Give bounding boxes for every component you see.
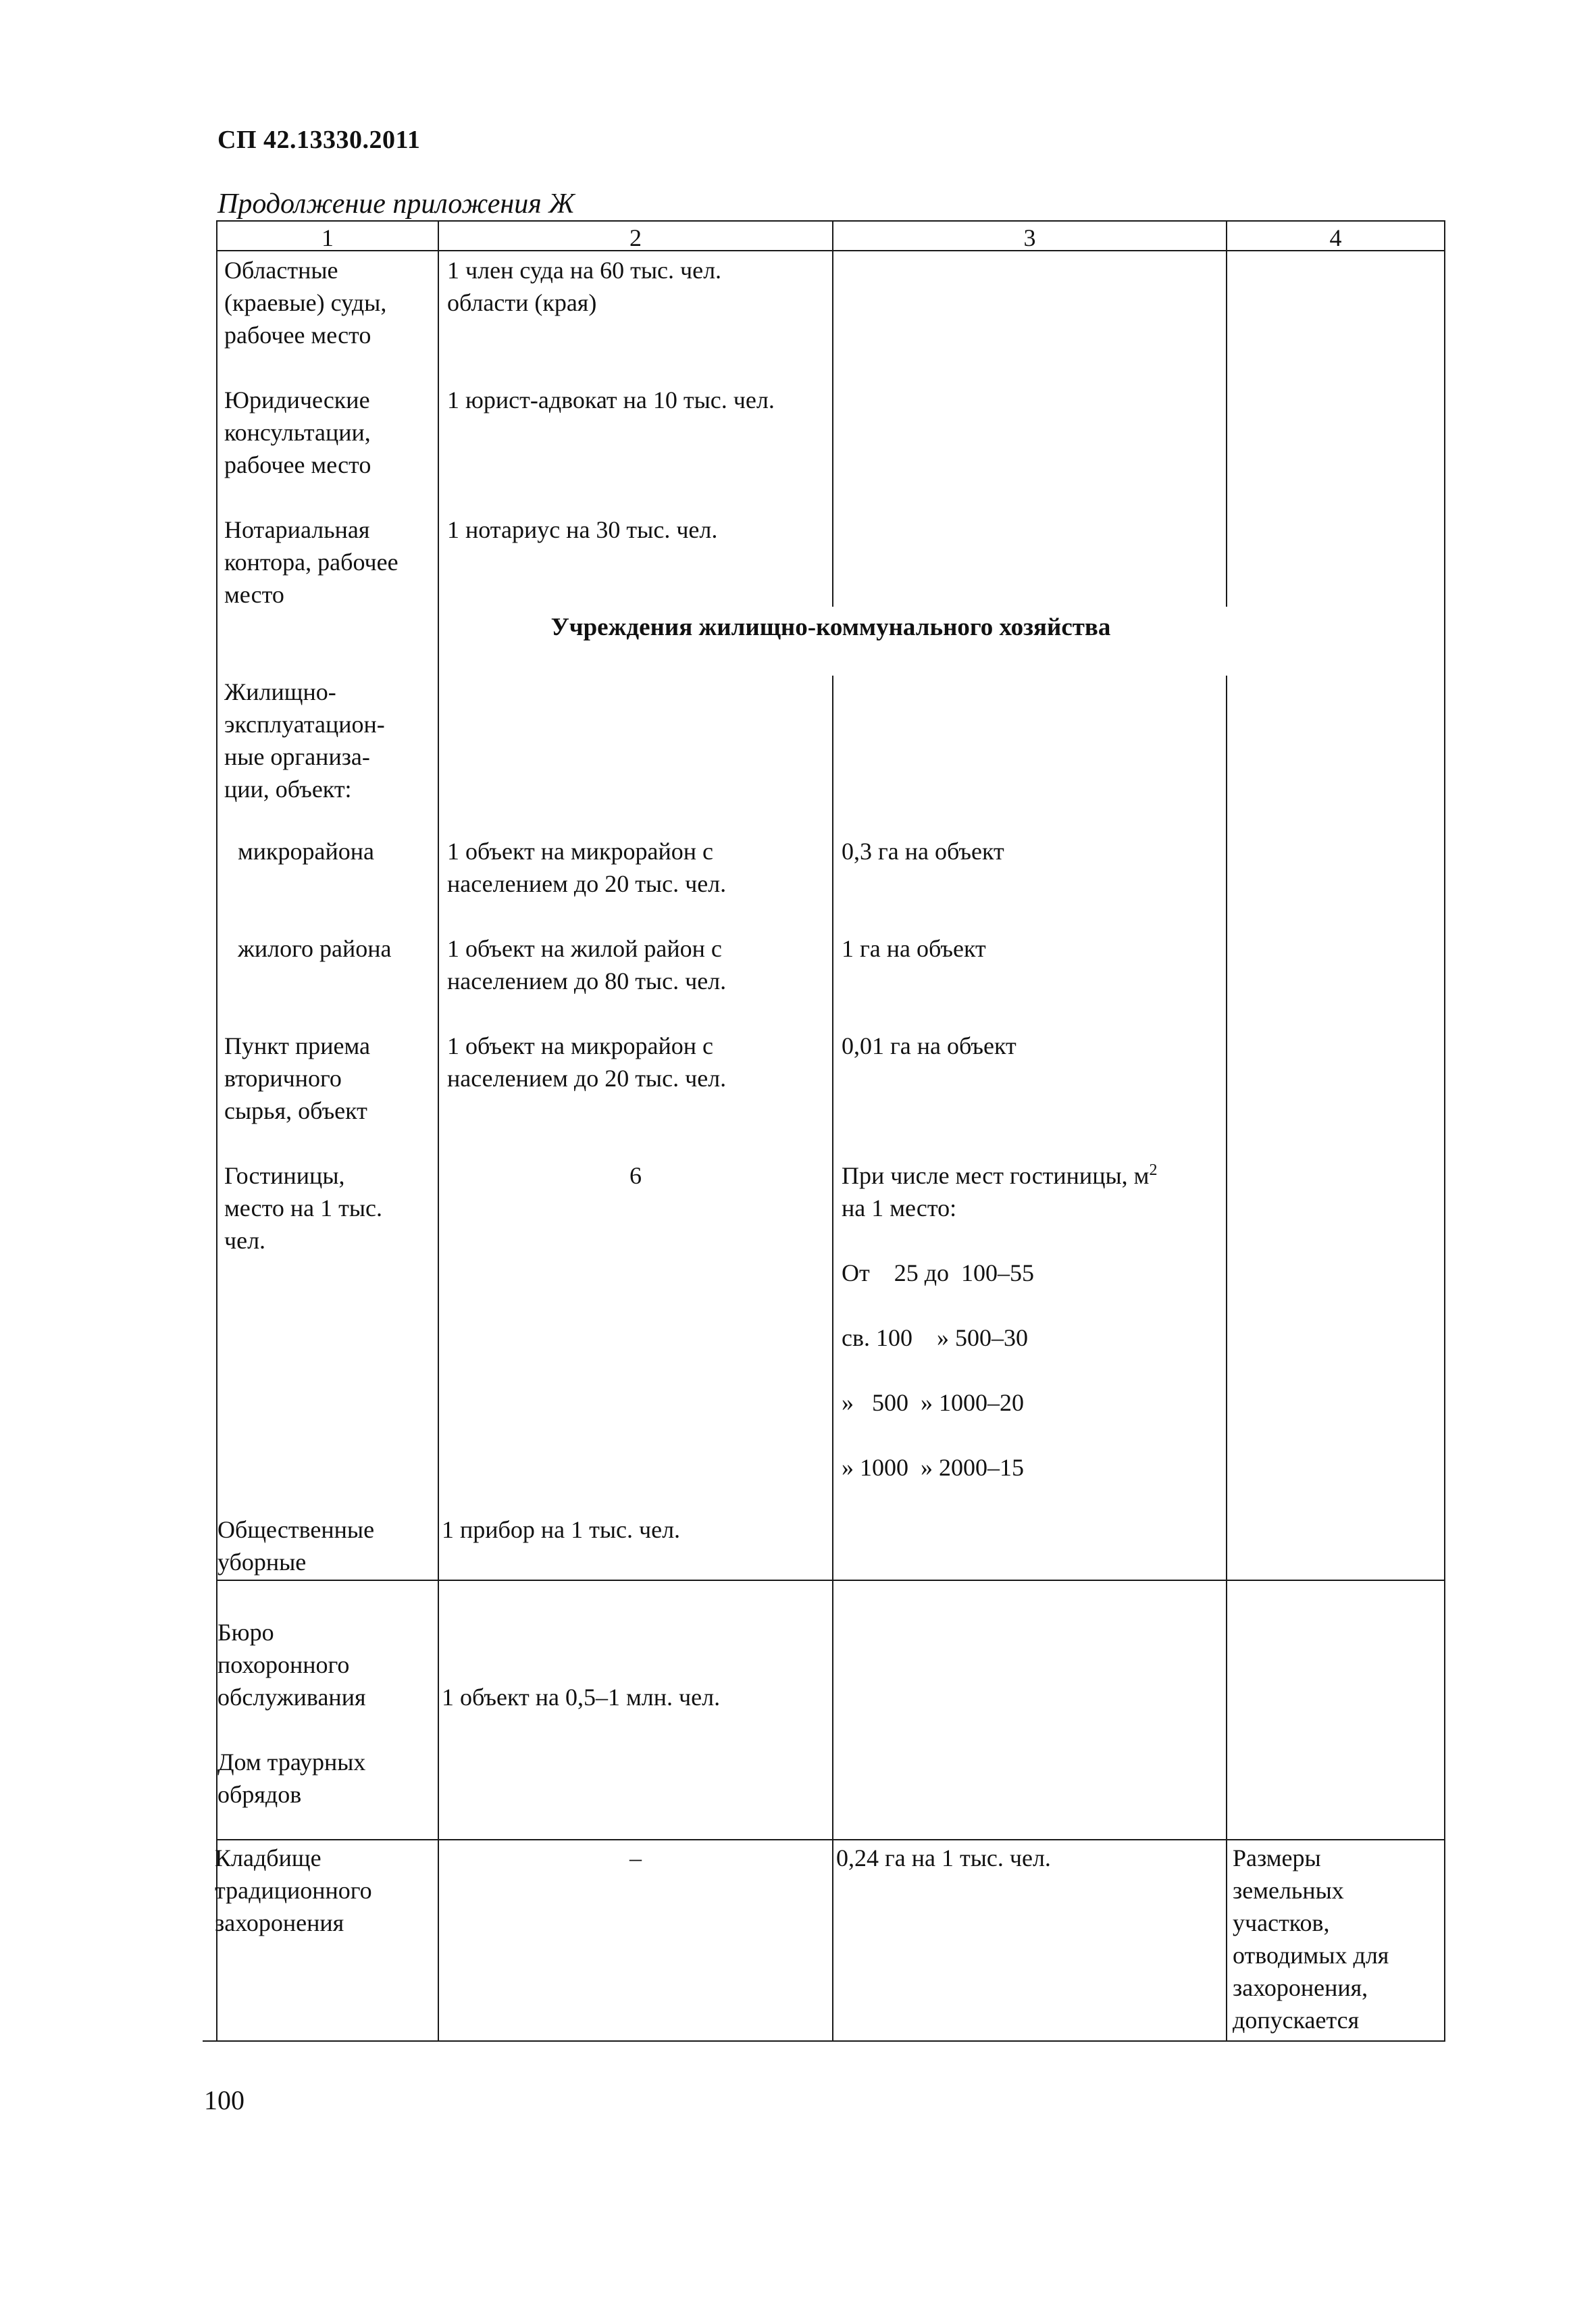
norm-line [842,1159,1157,1192]
column-number-3: 3 [1023,224,1036,251]
table-right-border [1444,220,1445,2042]
column-number-2: 2 [629,224,642,251]
row-label-line: Дом траурных [217,1749,366,1776]
table-row [224,254,386,351]
row-label-line: сырья, объект [224,1097,367,1124]
section-heading: Учреждения жилищно-коммунального хозяйства [550,613,1111,641]
table-row: микрорайона [238,838,375,865]
row-label-line: Юридические [224,386,370,413]
norm-text [447,1030,726,1095]
norm-line: области (края) [447,289,597,316]
norm-line: 1 объект на микрорайон с [447,1032,714,1059]
row-label-line: уборные [217,1549,307,1576]
row-label-line: контора, рабочее [224,549,398,576]
table-row [217,1616,366,1713]
norm-text: 6 [629,1162,642,1189]
column-divider-1 [438,220,439,2042]
land-area-text: 0,01 га на объект [842,1032,1016,1059]
norm-line: населением до 20 тыс. чел. [447,870,727,897]
hotel-norm-intro: При числе мест гостиницы, м [842,1162,1150,1189]
hotel-range: св. 100 » 500–30 [842,1324,1028,1351]
note-line: Размеры [1233,1844,1321,1871]
table-row [217,1746,365,1811]
row-label-line: ные организа- [224,743,370,770]
row-label-line: место на 1 тыс. [224,1194,383,1222]
table-row [224,676,385,805]
norm-text [447,384,775,416]
row-divider-toilets [216,1580,1445,1581]
column-divider-2 [832,220,833,2042]
row-label-line: ции, объект: [224,776,352,803]
hotel-range: » 1000 » 2000–15 [842,1454,1024,1481]
column-number-4: 4 [1329,224,1342,251]
norm-line: 1 юрист-адвокат на 10 тыс. чел. [447,386,775,413]
row-label-line: рабочее место [224,322,371,349]
row-label-line: место [224,581,284,608]
row-label-line: традиционного [215,1877,372,1904]
row-divider-funeral [216,1839,1445,1840]
land-area-text: 0,24 га на 1 тыс. чел. [836,1844,1051,1871]
norm-text [447,932,726,997]
norm-text: – [629,1844,642,1871]
hotel-range: От 25 до 100–55 [842,1259,1035,1286]
row-label-line: Кладбище [215,1844,321,1871]
row-label-line: захоронения [215,1909,344,1936]
column-number-1: 1 [321,224,334,251]
norm-line: населением до 20 тыс. чел. [447,1065,727,1092]
note-line: участков, [1233,1909,1330,1936]
row-label-line: эксплуатацион- [224,711,385,738]
superscript-two: 2 [1149,1161,1158,1179]
norm-text [447,513,717,546]
row-label-line: чел. [224,1227,266,1254]
row-label-line: (краевые) суды, [224,289,387,316]
note-line: допускается [1233,2007,1360,2034]
table-row [224,384,371,481]
row-label-line: консультации, [224,419,371,446]
row-label-line: Общественные [217,1516,375,1543]
norm-line: 1 член суда на 60 тыс. чел. [447,257,722,284]
norm-line: населением до 80 тыс. чел. [447,967,727,995]
norm-text: 1 объект на 0,5–1 млн. чел. [442,1684,721,1711]
norm-text [447,254,721,319]
row-label-line: Нотариальная [224,516,370,543]
row-label-line: Пункт приема [224,1032,371,1059]
land-area-text [842,1159,1157,1224]
note-line: захоронения, [1233,1974,1368,2001]
norm-line: 1 объект на микрорайон с [447,838,714,865]
row-label-line: похоронного [217,1651,350,1678]
page-number: 100 [204,2085,244,2115]
table-row [224,1159,382,1257]
note-line: отводимых для [1233,1942,1389,1969]
norm-line: 1 нотариус на 30 тыс. чел. [447,516,718,543]
table-bottom-border [203,2040,1445,2042]
row-label-line: Жилищно- [224,678,336,705]
table-row [224,513,398,611]
land-area-text: 1 га на объект [842,935,986,962]
row-label-line: вторичного [224,1065,342,1092]
document-code: СП 42.13330.2011 [217,126,421,154]
norm-line: 1 объект на жилой район с [447,935,722,962]
norm-text [447,835,726,900]
hotel-range: » 500 » 1000–20 [842,1389,1024,1416]
land-area-text: 0,3 га на объект [842,838,1004,865]
row-label-line: Бюро [217,1619,274,1646]
row-label-line: обрядов [217,1781,302,1808]
note-text [1233,1842,1389,2036]
norm-line: на 1 место: [842,1194,957,1222]
table-row [215,1842,372,1939]
norm-text: 1 прибор на 1 тыс. чел. [442,1516,681,1543]
table-row: жилого района [238,935,392,962]
note-line: земельных [1233,1877,1344,1904]
row-label-line: обслуживания [217,1684,366,1711]
table-row [224,1030,370,1127]
row-label-line: Областные [224,257,338,284]
table-row [217,1513,374,1578]
row-label-line: Гостиницы, [224,1162,345,1189]
row-label-line: рабочее место [224,451,371,478]
table-caption: Продолжение приложения Ж [217,188,575,220]
column-divider-3 [1226,220,1227,2042]
